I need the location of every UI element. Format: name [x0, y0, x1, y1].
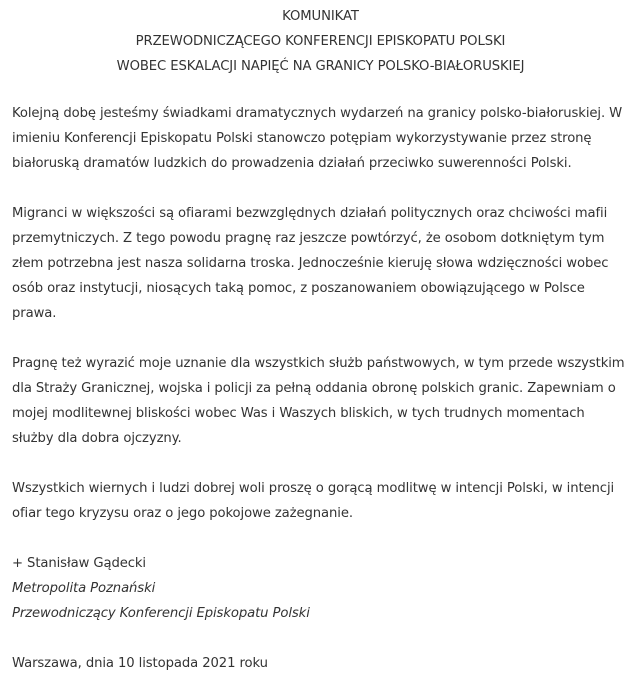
paragraph-3: Pragnę też wyrazić moje uznanie dla wszystkich służb państwowych, w tym przede wszystkim dla Straży Granicznej, wojska i policji za pełną oddania obronę polskich granic. Zapewniam o mojej modlitewnej bliskości wobec Was i Waszych bliskich, w tych trudnych momentach służby dla dobra ojczyzny.: [12, 356, 625, 446]
paragraph-2: Migranci w większości są ofiarami bezwzględnych działań politycznych oraz chciwości mafii przemytniczych. Z tego powodu pragnę raz jeszcze powtórzyć, że osobom dotkniętym tym złem potrzebna jest nasza solidarna troska. Jednocześnie kieruję słowa wdzięczności wobec osób oraz instytucji, niosących taką pomoc, z poszanowaniem obowiązującego w Polsce prawa.: [12, 206, 609, 321]
heading-line-1: KOMUNIKAT: [282, 9, 359, 24]
document-heading: [12, 4, 629, 79]
signature-title-1: Metropolita Poznański: [12, 581, 156, 596]
signature-name: + Stanisław Gądecki: [12, 556, 146, 571]
heading-line-2: PRZEWODNICZĄCEGO KONFERENCJI EPISKOPATU POLSKI: [135, 34, 506, 49]
signature-block: [12, 551, 629, 626]
signature-title-2: Przewodniczący Konferencji Episkopatu Polski: [12, 606, 310, 621]
paragraph-4: Wszystkich wiernych i ludzi dobrej woli proszę o gorącą modlitwę w intencji Polski, w intencji ofiar tego kryzysu oraz o jego pokojowe zażegnanie.: [12, 481, 615, 521]
heading-line-3: WOBEC ESKALACJI NAPIĘĆ NA GRANICY POLSKO-BIAŁORUSKIEJ: [116, 59, 525, 74]
paragraph-1: Kolejną dobę jesteśmy świadkami dramatycznych wydarzeń na granicy polsko-białoruskiej. W imieniu Konferencji Episkopatu Polski stanowczo potępiam wykorzystywanie przez stronę białoruską dramatów ludzkich do prowadzenia działań przeciwko suwerenności Polski.: [12, 106, 623, 171]
document-date: Warszawa, dnia 10 listopada 2021 roku: [12, 656, 268, 671]
